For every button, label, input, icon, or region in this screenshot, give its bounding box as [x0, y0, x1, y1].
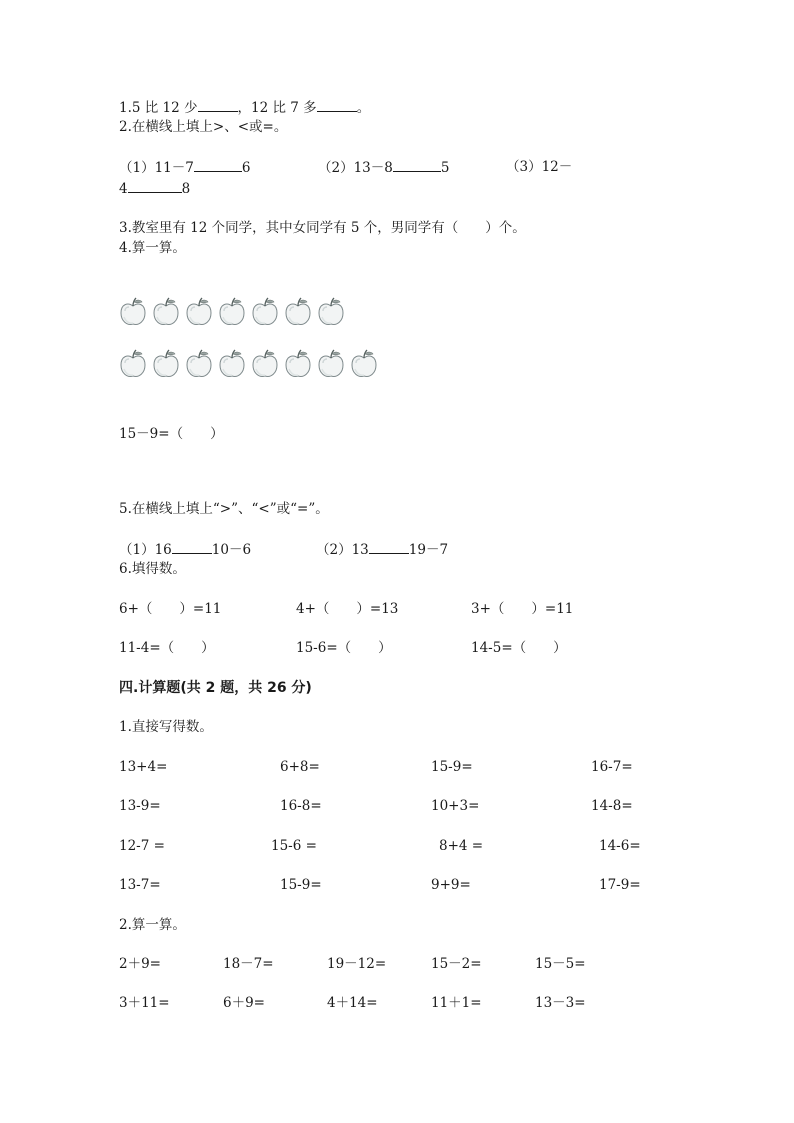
- q5-blank-2[interactable]: [369, 540, 409, 554]
- calc2-r2-c2: 6＋9=: [223, 995, 265, 1011]
- q2-item-3-cont: [119, 179, 190, 198]
- calc2-r2-c5: 13－3=: [535, 995, 586, 1011]
- q5-item-2a: （2）13: [316, 542, 369, 558]
- calc2-r1-c5: 15－5=: [535, 956, 586, 972]
- section-4-title: 四.计算题(共 2 题，共 26 分): [119, 680, 312, 696]
- q2-blank-2[interactable]: [393, 158, 441, 172]
- question-2-title: 2.在横线上填上>、<或=。: [119, 119, 288, 135]
- apple-icon: [185, 297, 213, 327]
- calc1-r1-c2: 6+8=: [280, 759, 320, 775]
- q5-item-2b: 19－7: [408, 542, 449, 558]
- calc1-r1-c4: 16-7=: [591, 759, 633, 775]
- apple-row-1: [119, 297, 345, 327]
- calc1-r4-c3: 9+9=: [431, 877, 471, 893]
- q2-item-3: （3）12－: [506, 159, 573, 175]
- calc2-r1-c4: 15－2=: [431, 956, 482, 972]
- q2-item-3b: 4: [119, 181, 128, 197]
- calc1-r3-c3: 8+4 =: [439, 838, 484, 854]
- calc1-r2-c3: 10+3=: [431, 798, 480, 814]
- calc1-r3-c1: 12-7 =: [119, 838, 165, 854]
- q1-blank-1[interactable]: [198, 98, 238, 112]
- calc1-r2-c2: 16-8=: [280, 798, 322, 814]
- question-5-item-1: [119, 540, 251, 559]
- apple-icon: [317, 297, 345, 327]
- apple-icon: [185, 349, 213, 379]
- question-5-item-2: [316, 540, 448, 559]
- calc1-r4-c1: 13-7=: [119, 877, 161, 893]
- calc1-r4-c4: 17-9=: [599, 877, 641, 893]
- apple-icon: [284, 349, 312, 379]
- question-5-title: 5.在横线上填上“>”、“<”或“=”。: [119, 501, 329, 517]
- q6-r2-c3: 14-5=（ ）: [471, 640, 567, 656]
- q6-r1-c1: 6+（ ）=11: [119, 601, 222, 617]
- q1-blank-2[interactable]: [317, 98, 357, 112]
- calc2-r1-c2: 18－7=: [223, 956, 274, 972]
- question-3: 3.教室里有 12 个同学，其中女同学有 5 个，男同学有（ ）个。: [119, 220, 526, 236]
- apple-icon: [350, 349, 378, 379]
- calc2-r2-c4: 11＋1=: [431, 995, 482, 1011]
- calc2-r1-c3: 19－12=: [327, 956, 387, 972]
- calc1-r3-c2: 15-6 =: [271, 838, 317, 854]
- apple-icon: [284, 297, 312, 327]
- question-4-title: 4.算一算。: [119, 240, 186, 256]
- apple-icon: [119, 349, 147, 379]
- question-2-items: [119, 158, 250, 177]
- apple-icon: [317, 349, 345, 379]
- apple-icon: [251, 349, 279, 379]
- q2-blank-3[interactable]: [128, 179, 182, 193]
- q2-item-1-num: 6: [241, 160, 251, 176]
- q2-blank-1[interactable]: [194, 158, 242, 172]
- apple-icon: [152, 349, 180, 379]
- q2-item-3-num: 8: [181, 181, 191, 197]
- question-4-equation: 15－9=（ ）: [119, 426, 224, 442]
- calc1-r1-c1: 13+4=: [119, 759, 168, 775]
- q2-item-1: （1）11－7: [119, 160, 194, 176]
- apple-row-2: [119, 349, 378, 379]
- q5-item-1a: （1）16: [119, 542, 172, 558]
- calc2-r2-c3: 4＋14=: [327, 995, 378, 1011]
- apple-icon: [119, 297, 147, 327]
- q6-r2-c2: 15-6=（ ）: [296, 640, 392, 656]
- calc2-r1-c1: 2＋9=: [119, 956, 161, 972]
- q2-item-2-wrap: [318, 158, 449, 177]
- calc1-r4-c2: 15-9=: [280, 877, 322, 893]
- q6-r1-c3: 3+（ ）=11: [471, 601, 574, 617]
- q5-blank-1[interactable]: [172, 540, 212, 554]
- calc1-r1-c3: 15-9=: [431, 759, 473, 775]
- q6-r1-c2: 4+（ ）=13: [296, 601, 399, 617]
- q2-item-2-num: 5: [440, 160, 450, 176]
- q1-text-c: 。: [356, 100, 371, 116]
- q1-text-a: 1.5 比 12 少: [119, 100, 198, 116]
- calc1-r3-c4: 14-6=: [599, 838, 641, 854]
- q2-item-2: （2）13－8: [318, 160, 393, 176]
- apple-icon: [218, 349, 246, 379]
- calc2-r2-c1: 3＋11=: [119, 995, 170, 1011]
- q1-text-b: ，12 比 7 多: [237, 100, 317, 116]
- apple-icon: [251, 297, 279, 327]
- q5-item-1b: 10－6: [211, 542, 252, 558]
- apple-icon: [152, 297, 180, 327]
- calc1-r2-c4: 14-8=: [591, 798, 633, 814]
- question-1: [119, 98, 370, 117]
- q6-r2-c1: 11-4=（ ）: [119, 640, 215, 656]
- apple-icon: [218, 297, 246, 327]
- calc1-r2-c1: 13-9=: [119, 798, 161, 814]
- section-4-part-1-title: 1.直接写得数。: [119, 719, 213, 735]
- question-6-title: 6.填得数。: [119, 561, 186, 577]
- section-4-part-2-title: 2.算一算。: [119, 917, 186, 933]
